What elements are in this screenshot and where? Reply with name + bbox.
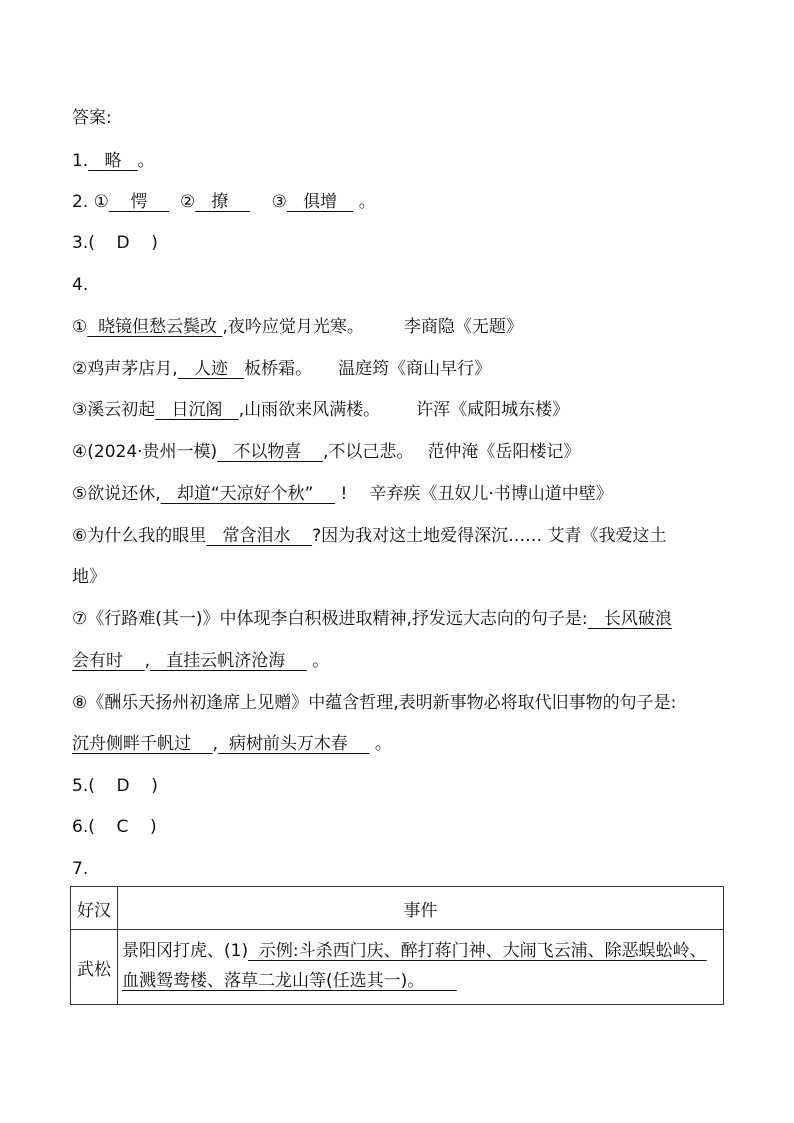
q2-line: 2. ① 愕 ② 撩 ③ 俱增 。: [72, 192, 376, 212]
q4-answer-2: 人迹: [193, 359, 228, 379]
q4-answer-7b: 直挂云帆济沧海: [166, 651, 286, 671]
q4-answer-4: 不以物喜: [233, 442, 302, 462]
q4-item-6-cont: 地》: [72, 567, 106, 587]
header-event: 事件: [118, 887, 724, 930]
q4-item-7-cont: 会有时 , 直挂云帆济沧海 。: [72, 651, 330, 671]
q7-number: 7.: [72, 859, 89, 879]
q3-answer: D: [116, 233, 130, 253]
q1-answer: 略: [104, 151, 122, 171]
q4-item-7: ⑦《行路难(其一)》中体现李白积极进取精神,抒发远大志向的句子是: 长风破浪: [72, 609, 672, 629]
q6-answer: C: [116, 817, 129, 837]
q2-answer-1: 愕: [130, 192, 148, 212]
q4-source-4: 范仲淹《岳阳楼记》: [427, 442, 581, 462]
q4-answer-3: 日沉阁: [171, 400, 223, 420]
q4-item-3: ③溪云初起 日沉阁 ,山雨欲来风满楼。 许浑《咸阳城东楼》: [72, 400, 570, 420]
table-header-row: [71, 887, 724, 930]
q4-item-6: ⑥为什么我的眼里 常含泪水 ?因为我对这土地爱得深沉…… 艾青《我爱这土: [72, 526, 667, 546]
q4-source-2: 温庭筠《商山早行》: [338, 359, 492, 379]
q2-answer-2: 撩: [211, 192, 229, 212]
q4-answer-1: 晓镜但愁云鬓改: [98, 317, 218, 337]
answer-heading: 答案:: [72, 108, 112, 128]
q4-number: 4.: [72, 275, 89, 295]
q4-answer-8b: 病树前头万木春: [228, 734, 348, 754]
q4-item-8-cont: 沉舟侧畔千帆过 , 病树前头万木春 。: [72, 734, 392, 754]
q3-line: 3.( D ): [72, 233, 158, 253]
q5-line: 5.( D ): [72, 776, 158, 796]
q4-source-3: 许浑《咸阳城东楼》: [416, 400, 570, 420]
q4-answer-5: 却道“天凉好个秋”: [176, 484, 314, 504]
q2-number: 2. ①: [72, 192, 109, 212]
q4-answer-7a-cont: 会有时: [72, 651, 123, 671]
table-row: [71, 930, 724, 1005]
q1-number: 1.: [72, 151, 89, 171]
q4-source-5: 辛弃疾《丑奴儿·书博山道中壁》: [369, 484, 613, 504]
q7-table: [70, 886, 724, 1005]
q5-answer: D: [116, 776, 130, 796]
q4-answer-6: 常含泪水: [222, 526, 291, 546]
q4-item-8: ⑧《酬乐天扬州初逢席上见赠》中蕴含哲理,表明新事物必将取代旧事物的句子是:: [72, 693, 677, 713]
event-answer: 示例:斗杀西门庆、醉打蒋门神、大闹飞云浦、除恶蜈蚣岭、血溅鸳鸯楼、落草二龙山等(任选其一)。: [122, 941, 707, 991]
q4-item-4: ④(2024·贵州一模) 不以物喜 ,不以己悲。 范仲淹《岳阳楼记》: [72, 442, 581, 462]
cell-hero: 武松: [71, 930, 118, 1005]
q4-source-1: 李商隐《无题》: [403, 317, 523, 337]
q4-item-1: ① 晓镜但愁云鬓改 ,夜吟应觉月光寒。 李商隐《无题》: [72, 317, 523, 337]
header-hero: 好汉: [71, 887, 118, 930]
q1-line: 1. 略 。: [72, 151, 155, 171]
cell-event: 景阳冈打虎、(1) 示例:斗杀西门庆、醉打蒋门神、大闹飞云浦、除恶蜈蚣岭、血溅鸳鸯楼、落草二龙山等(任选其一)。: [118, 930, 724, 1005]
q2-answer-3: 俱增: [303, 192, 338, 212]
q4-answer-7a: 长风破浪: [603, 609, 672, 629]
q4-item-5: ⑤欲说还休, 却道“天凉好个秋” ! 辛弃疾《丑奴儿·书博山道中壁》: [72, 484, 613, 504]
q4-item-2: ②鸡声茅店月, 人迹 板桥霜。 温庭筠《商山早行》: [72, 359, 492, 379]
q6-line: 6.( C ): [72, 817, 157, 837]
q4-answer-8a: 沉舟侧畔千帆过: [72, 734, 191, 754]
